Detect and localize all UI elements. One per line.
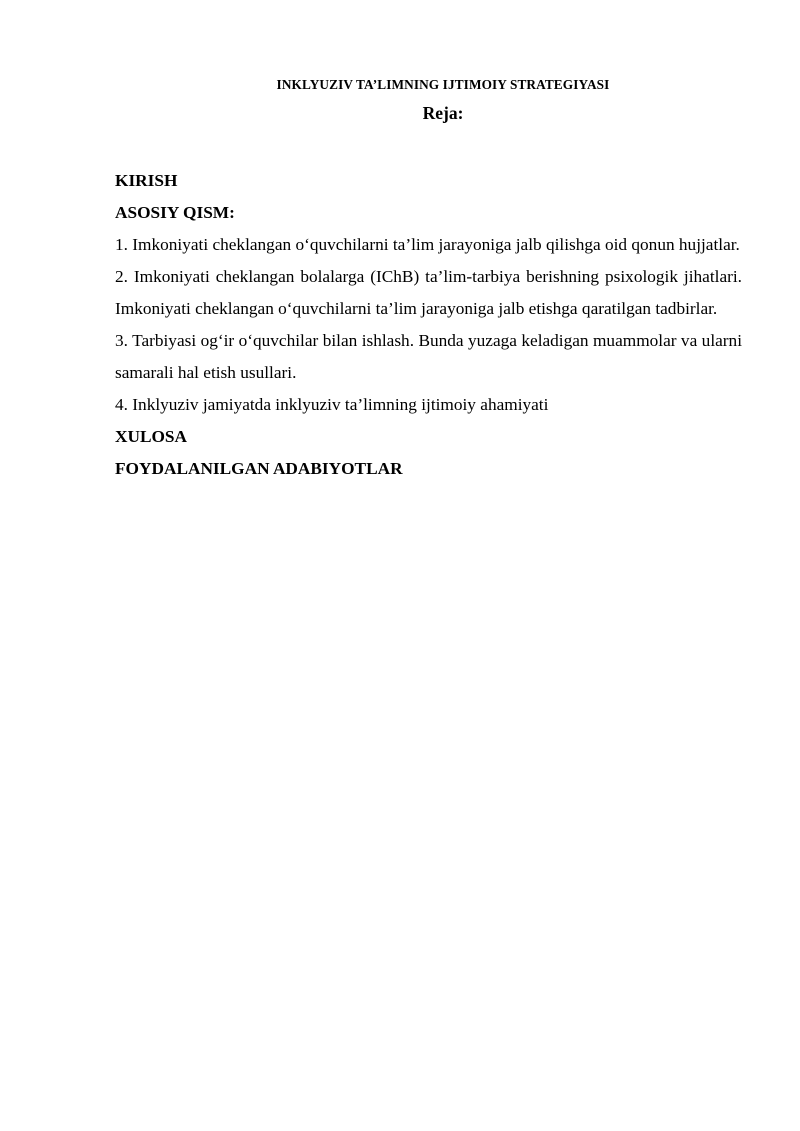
plan-item-number: 3. bbox=[115, 331, 128, 350]
main-part-heading: ASOSIY QISM: bbox=[115, 203, 235, 222]
plan-item-number: 2. bbox=[115, 267, 128, 286]
plan-item-4 bbox=[115, 389, 742, 421]
plan-content bbox=[115, 165, 742, 485]
intro-heading: KIRISH bbox=[115, 171, 178, 190]
plan-item-3 bbox=[115, 325, 742, 389]
plan-item-number: 4. bbox=[115, 395, 128, 414]
conclusion-heading: XULOSA bbox=[115, 427, 188, 446]
plan-item-text: Imkoniyati cheklangan o‘quvchilarni ta’lim jarayoniga jalb qilishga oid qonun hujjatlar. bbox=[132, 235, 740, 254]
plan-item-2 bbox=[115, 261, 742, 325]
document-title: INKLYUZIV TA’LIMNING IJTIMOIY STRATEGIYASI bbox=[276, 77, 610, 92]
plan-item-number: 1. bbox=[115, 235, 128, 254]
plan-heading: Reja: bbox=[422, 103, 464, 123]
references-heading: FOYDALANILGAN ADABIYOTLAR bbox=[115, 459, 403, 478]
plan-item-1 bbox=[115, 229, 742, 261]
plan-item-text: Inklyuziv jamiyatda inklyuziv ta’limning ijtimoiy ahamiyati bbox=[132, 395, 549, 414]
plan-item-text: Tarbiyasi og‘ir o‘quvchilar bilan ishlash. Bunda yuzaga keladigan muammolar va ularni samarali hal etish usullari. bbox=[115, 331, 742, 382]
plan-item-text: Imkoniyati cheklangan bolalarga (IChB) ta’lim-tarbiya berishning psixologik jihatlari. Imkoniyati cheklangan o‘quvchilarni ta’lim jarayoniga jalb etishga qaratilgan tadbirlar. bbox=[115, 267, 742, 318]
